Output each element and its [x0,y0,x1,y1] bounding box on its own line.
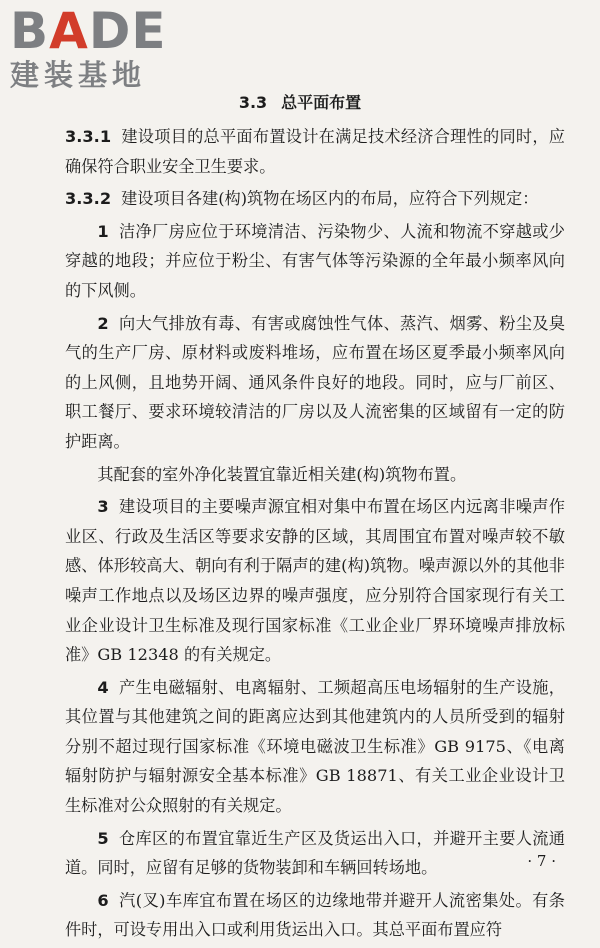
item-2: 2 向大气排放有毒、有害或腐蚀性气体、蒸汽、烟雾、粉尘及臭气的生产厂房、原材料或废料堆场，应布置在场区夏季最小频率风向的上风侧，且地势开阔、通风条件良好的地段。同时，应与厂前区、职工餐厅、要求环境较清洁的厂房以及人流密集的区域留有一定的防护距离。 [65,313,565,451]
section-number: 3.3 [238,93,268,112]
section-title: 总平面布置 [281,93,362,112]
page-number: · 7 · [527,852,556,870]
logo-wordmark: BADE [10,2,167,60]
item-2-note: 其配套的室外净化装置宜靠近相关建(构)筑物布置。 [97,464,467,484]
document-body [65,122,565,948]
clause-3-3-2: 3.3.2 建设项目各建(构)筑物在场区内的布局，应符合下列规定： [65,189,539,209]
item-4: 4 产生电磁辐射、电离辐射、工频超高压电场辐射的生产设施，其位置与其他建筑之间的距离应达到其他建筑内的人员所受到的辐射分别不超过现行国家标准《环境电磁波卫生标准》GB 9175、《电离辐射防护与辐射源安全基本标准》GB 18871、有关工业企业设计卫生标准对公众照射的有关规定。 [65,677,565,816]
bade-logo [10,2,180,92]
clause-3-3-1: 3.3.1 建设项目的总平面布置设计在满足技术经济合理性的同时，应确保符合职业安全卫生要求。 [65,127,565,176]
item-5: 5 仓库区的布置宜靠近生产区及货运出入口，并避开主要人流通道。同时，应留有足够的货物装卸和车辆回转场地。 [65,828,565,878]
item-3: 3 建设项目的主要噪声源宜相对集中布置在场区内远离非噪声作业区、行政及生活区等要求安静的区域，其周围宜布置对噪声较不敏感、体形较高大、朝向有利于隔声的建(构)筑物。噪声源以外的其他非噪声工作地点以及场区边界的噪声强度，应分别符合国家现行有关工业企业设计卫生标准及现行国家标准《工业企业厂界环境噪声排放标准》GB 12348 的有关规定。 [65,497,565,665]
section-heading [0,90,600,113]
item-1: 1 洁净厂房应位于环境清洁、污染物少、人流和物流不穿越或少穿越的地段；并应位于粉尘、有害气体等污染源的全年最小频率风向的下风侧。 [65,221,565,300]
logo-subtitle: 建装基地 [10,58,147,92]
item-6: 6 汽(叉)车库宜布置在场区的边缘地带并避开人流密集处。有条件时，可设专用出入口或利用货运出入口。其总平面布置应符 [65,890,565,940]
